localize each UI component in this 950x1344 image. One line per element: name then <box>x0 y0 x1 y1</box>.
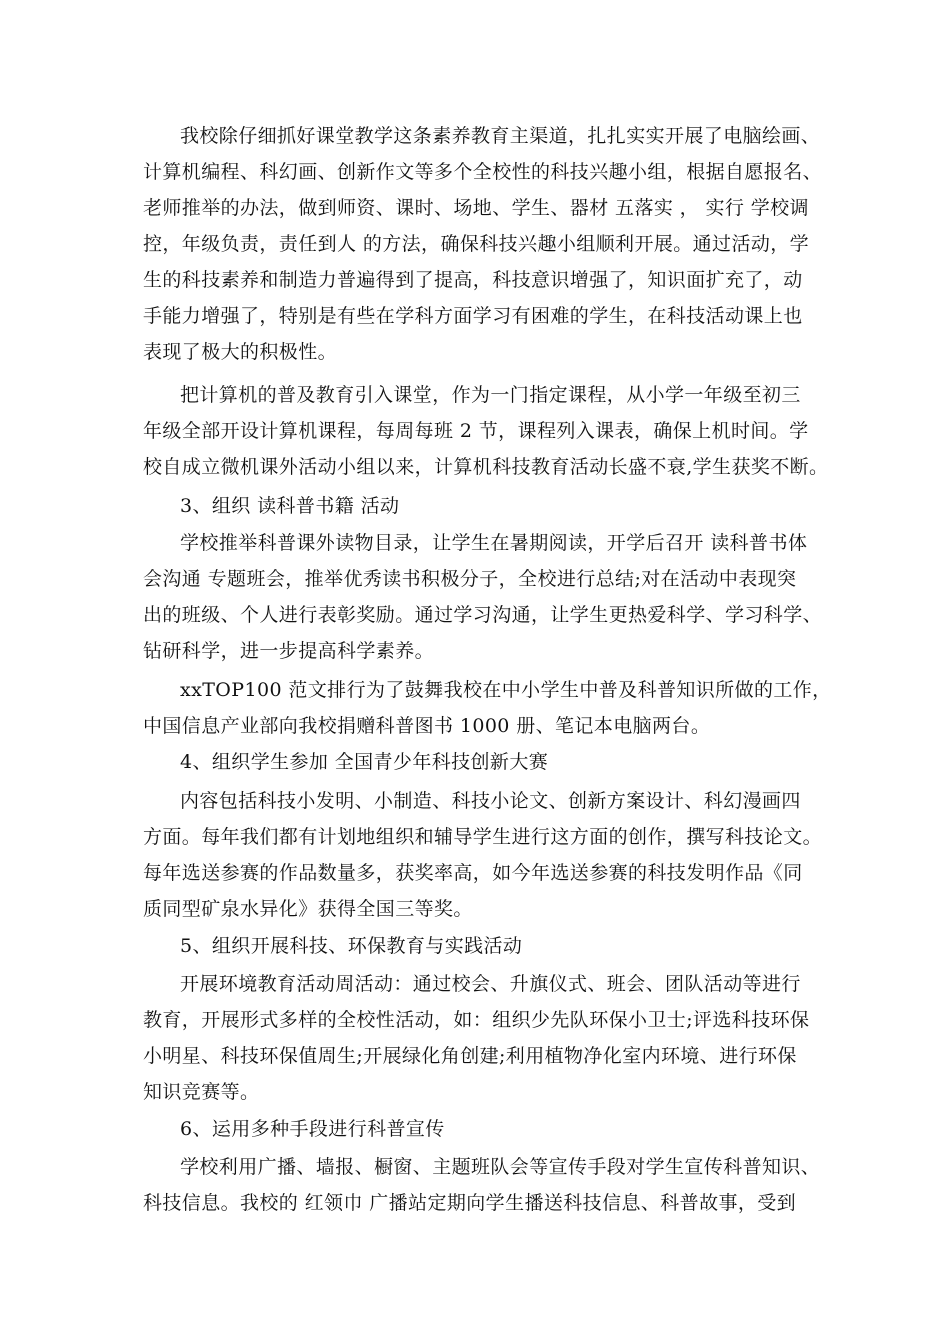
text-line: 每年选送参赛的作品数量多，获奖率高，如今年选送参赛的科技发明作品《同 <box>143 862 803 884</box>
text-line: 学校推举科普课外读物目录，让学生在暑期阅读，开学后召开 读科普书体 <box>180 532 808 554</box>
text-line: 出的班级、个人进行表彰奖励。通过学习沟通，让学生更热爱科学、学习科学、 <box>143 604 823 626</box>
text-line: 表现了极大的积极性。 <box>143 341 338 363</box>
text-line: 会沟通 专题班会，推举优秀读书积极分子，全校进行总结;对在活动中表现突 <box>143 568 797 590</box>
text-line: 方面。每年我们都有计划地组织和辅导学生进行这方面的创作，撰写科技论文。 <box>143 826 823 848</box>
text-line: 质同型矿泉水异化》获得全国三等奖。 <box>143 898 473 920</box>
text-line: 中国信息产业部向我校捐赠科普图书 1000 册、笔记本电脑两台。 <box>143 715 711 737</box>
text-line: 校自成立微机课外活动小组以来，计算机科技教育活动长盛不衰,学生获奖不断。 <box>143 456 829 478</box>
section-heading: 5、组织开展科技、环保教育与实践活动 <box>180 935 523 957</box>
text-line: 计算机编程、科幻画、创新作文等多个全校性的科技兴趣小组，根据自愿报名、 <box>143 161 823 183</box>
text-line: 年级全部开设计算机课程，每周每班 2 节，课程列入课表，确保上机时间。学 <box>143 420 809 442</box>
text-line: 教育，开展形式多样的全校性活动，如：组织少先队环保小卫士;评选科技环保 <box>143 1009 810 1031</box>
text-line: 手能力增强了，特别是有些在学科方面学习有困难的学生，在科技活动课上也 <box>143 305 803 327</box>
text-line: 小明星、科技环保值周生;开展绿化角创建;利用植物净化室内环境、进行环保 <box>143 1045 797 1067</box>
section-heading: 3、组织 读科普书籍 活动 <box>180 495 400 517</box>
text-line: 开展环境教育活动周活动：通过校会、升旗仪式、班会、团队活动等进行 <box>180 973 801 995</box>
text-line: 学校利用广播、墙报、橱窗、主题班队会等宣传手段对学生宣传科普知识、 <box>180 1156 821 1178</box>
section-heading: 6、运用多种手段进行科普宣传 <box>180 1118 445 1140</box>
text-line: 内容包括科技小发明、小制造、科技小论文、创新方案设计、科幻漫画四 <box>180 790 801 812</box>
text-line: 生的科技素养和制造力普遍得到了提高，科技意识增强了，知识面扩充了，动 <box>143 269 803 291</box>
text-line: 老师推举的办法，做到师资、课时、场地、学生、器材 五落实 ， 实行 学校调 <box>143 197 809 219</box>
text-line: 知识竞赛等。 <box>143 1081 260 1103</box>
text-line: 把计算机的普及教育引入课堂，作为一门指定课程，从小学一年级至初三 <box>180 384 801 406</box>
text-line: 我校除仔细抓好课堂教学这条素养教育主渠道，扎扎实实开展了电脑绘画、 <box>180 125 821 147</box>
text-line: 控，年级负责，责任到人 的方法，确保科技兴趣小组顺利开展。通过活动，学 <box>143 233 810 255</box>
text-line: 钻研科学，进一步提高科学素养。 <box>143 640 435 662</box>
section-heading: 4、组织学生参加 全国青少年科技创新大赛 <box>180 751 549 773</box>
text-line: 科技信息。我校的 红领巾 广播站定期向学生播送科技信息、科普故事，受到 <box>143 1192 797 1214</box>
text-line: xxTOP100 范文排行为了鼓舞我校在中小学生中普及科普知识所做的工作， <box>180 679 832 701</box>
